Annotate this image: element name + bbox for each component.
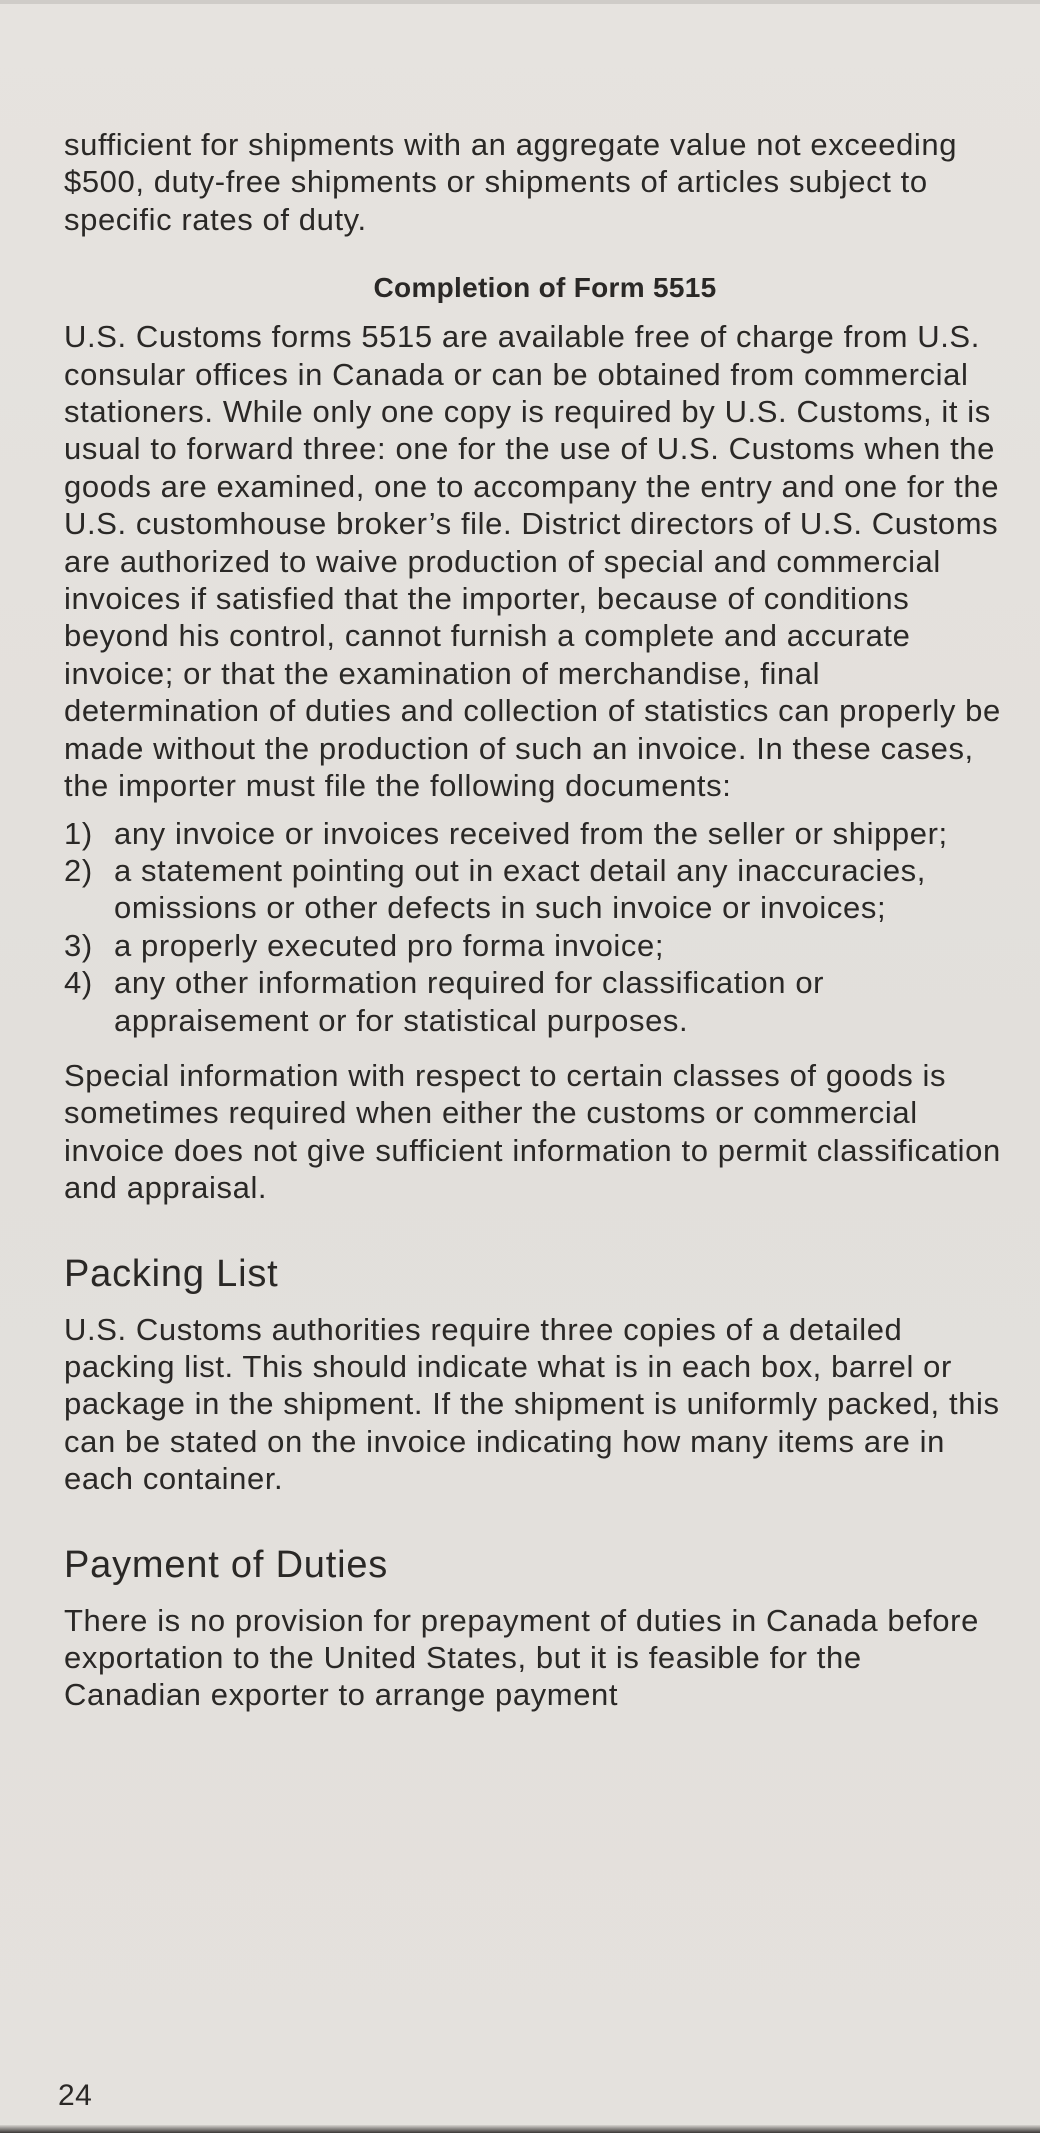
page-top-edge bbox=[0, 0, 1040, 4]
completion-paragraph: U.S. Customs forms 5515 are available free of charge from U.S. consular offices in Canada or can be obtained from commercial stationers. While only one copy is required by U.S. Customs, it is usual to forward three: one for the use of U.S. Customs when the goods are examined, one to accompany the entry and one for the U.S. customhouse broker’s file. District directors of U.S. Customs are authorized to waive production of special and commercial invoices if satisfied that the importer, because of conditions beyond his control, cannot furnish a complete and accurate invoice; or that the examination of merchandise, final determination of duties and collection of statistics can properly be made without the production of such an invoice. In these cases, the importer must file the following documents: bbox=[64, 319, 1001, 804]
page-number: 24 bbox=[58, 2079, 93, 2112]
list-item bbox=[64, 852, 1004, 927]
list-item-text: any invoice or invoices received from the seller or shipper; bbox=[114, 815, 948, 851]
payment-of-duties-paragraph: There is no provision for prepayment of duties in Canada before exportation to the United States, but it is feasible for the Canadian exporter to arrange payment bbox=[64, 1602, 979, 1713]
list-item bbox=[64, 815, 1004, 852]
list-item-text: a properly executed pro forma invoice; bbox=[114, 927, 665, 963]
packing-list-paragraph: U.S. Customs authorities require three copies of a detailed packing list. This should indicate what is in each box, barrel or package in the shipment. If the shipment is uniformly packed, this can be stated on the invoice indicating how many items are in each container. bbox=[64, 1311, 1000, 1497]
intro-paragraph: sufficient for shipments with an aggregate value not exceeding $500, duty-free shipments or shipments of articles subject to specific rates of duty. bbox=[64, 127, 958, 237]
list-item-number: 4) bbox=[64, 965, 93, 1001]
list-item-text: a statement pointing out in exact detail any inaccuracies, omissions or other defects in such invoice or invoices; bbox=[114, 852, 926, 926]
list-item-number: 1) bbox=[64, 815, 93, 851]
required-documents-list bbox=[64, 815, 1004, 1039]
special-information-paragraph: Special information with respect to certain classes of goods is sometimes required when either the customs or commercial invoice does not give sufficient information to permit classification and appraisal. bbox=[64, 1057, 1001, 1206]
payment-of-duties-heading: Payment of Duties bbox=[64, 1543, 389, 1586]
list-item-number: 3) bbox=[64, 927, 93, 963]
list-item bbox=[64, 927, 1004, 964]
list-item bbox=[64, 964, 1004, 1039]
completion-heading: Completion of Form 5515 bbox=[373, 272, 717, 304]
page-content bbox=[64, 126, 1004, 1714]
packing-list-heading: Packing List bbox=[64, 1252, 279, 1295]
list-item-number: 2) bbox=[64, 852, 93, 888]
list-item-text: any other information required for classification or appraisement or for statistical purposes. bbox=[114, 965, 825, 1038]
page-bottom-edge bbox=[0, 2125, 1040, 2133]
